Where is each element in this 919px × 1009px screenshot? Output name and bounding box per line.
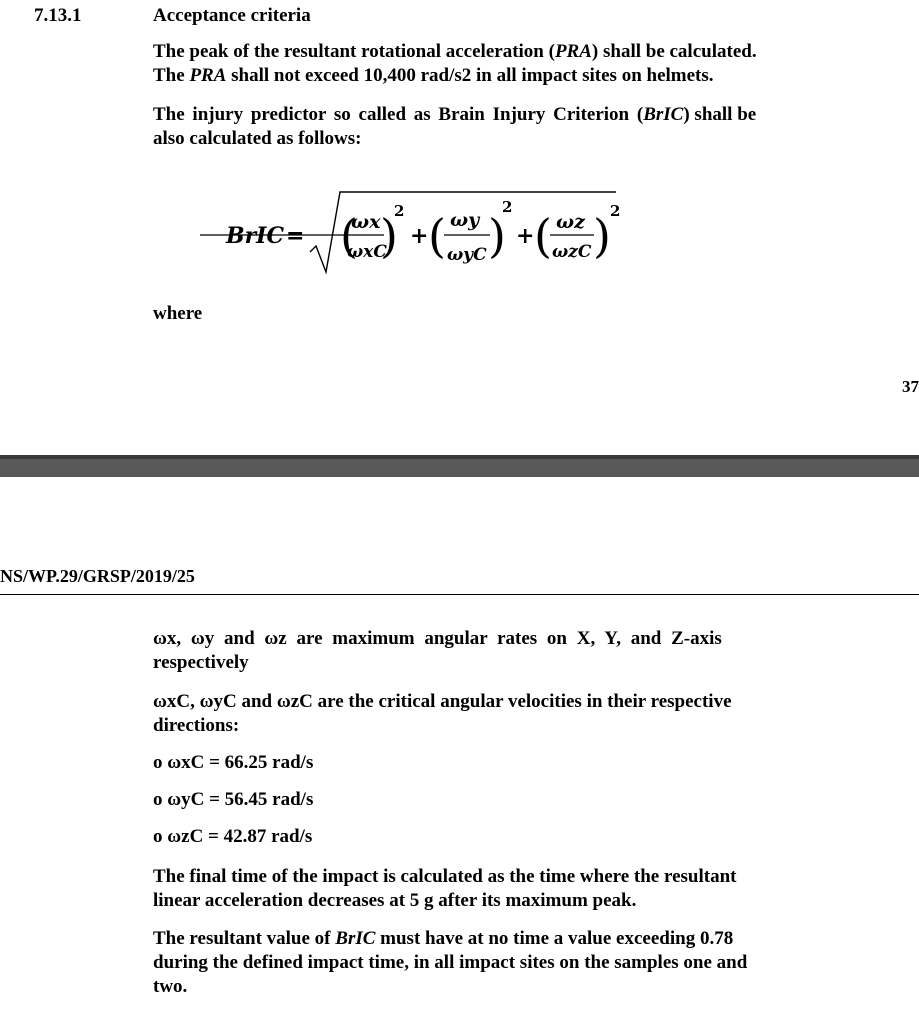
paren-left-y: (	[428, 209, 446, 263]
denominator-z: ωzC	[552, 242, 592, 262]
paren-right-x: )	[380, 209, 398, 263]
exponent-x: 2	[394, 202, 405, 220]
bric-limit-line-2: during the defined impact time, in all impact sites on the samples one and	[153, 952, 748, 973]
paren-left-x: (	[340, 209, 358, 263]
page-number: 37	[902, 377, 919, 396]
bric-line-2: also calculated as follows:	[153, 128, 362, 149]
exponent-z: 2	[610, 202, 621, 220]
angular-rates-line-2: respectively	[153, 652, 249, 673]
numerator-y: ωy	[450, 209, 480, 231]
paren-right-z: )	[593, 209, 611, 263]
bric-paragraph	[153, 103, 803, 151]
list-item: o ωxC = 66.25 rad/s	[153, 752, 314, 773]
denominator-x: ωxC	[347, 242, 387, 262]
critical-velocities-line-2: directions:	[153, 715, 240, 736]
page-separator-edge	[0, 455, 919, 459]
numerator-x: ωx	[351, 211, 381, 233]
document-header: NS/WP.29/GRSP/2019/25	[0, 566, 195, 586]
plus-2: +	[516, 223, 535, 249]
critical-velocities-line-1: ωxC, ωyC and ωzC are the critical angular velocities in their respective	[153, 691, 732, 712]
bric-line-1: The injury predictor so called as Brain Injury Criterion ( BrIC) shall be	[153, 104, 757, 125]
header-rule	[0, 594, 919, 595]
plus-1: +	[410, 223, 429, 249]
formula-lhs: BrIC	[226, 223, 284, 249]
pra-line-2: The PRA shall not exceed 10,400 rad/s2 in all impact sites on helmets.	[153, 65, 714, 86]
angular-rates-paragraph	[153, 627, 803, 675]
denominator-y: ωyC	[447, 245, 487, 265]
exponent-y: 2	[502, 198, 513, 216]
where-label: where	[153, 303, 203, 324]
critical-velocities-paragraph	[153, 690, 813, 738]
pra-line-1: The peak of the resultant rotational acceleration (PRA) shall be calculated.	[153, 41, 757, 62]
numerator-z: ωz	[556, 211, 585, 233]
impact-time-paragraph	[153, 865, 813, 913]
pra-paragraph	[153, 40, 813, 88]
section-title: Acceptance criteria	[153, 5, 311, 26]
bric-limit-line-3: two.	[153, 976, 188, 997]
formula-equals: =	[286, 223, 305, 249]
paren-left-z: (	[534, 209, 552, 263]
list-item: o ωzC = 42.87 rad/s	[153, 826, 313, 847]
impact-time-line-2: linear acceleration decreases at 5 g after its maximum peak.	[153, 890, 637, 911]
bric-limit-line-1: The resultant value of BrIC must have at no time a value exceeding 0.78	[153, 928, 734, 949]
critical-value-list	[153, 752, 313, 863]
section-number: 7.13.1	[34, 5, 82, 26]
bric-limit-paragraph	[153, 927, 813, 999]
impact-time-line-1: The final time of the impact is calculated as the time where the resultant	[153, 866, 737, 887]
angular-rates-line-1: ωx, ωy and ωz are maximum angular rates on X, Y, and Z-axis	[153, 628, 722, 649]
paren-right-y: )	[488, 209, 506, 263]
list-item: o ωyC = 56.45 rad/s	[153, 789, 314, 810]
bric-formula	[200, 180, 640, 280]
